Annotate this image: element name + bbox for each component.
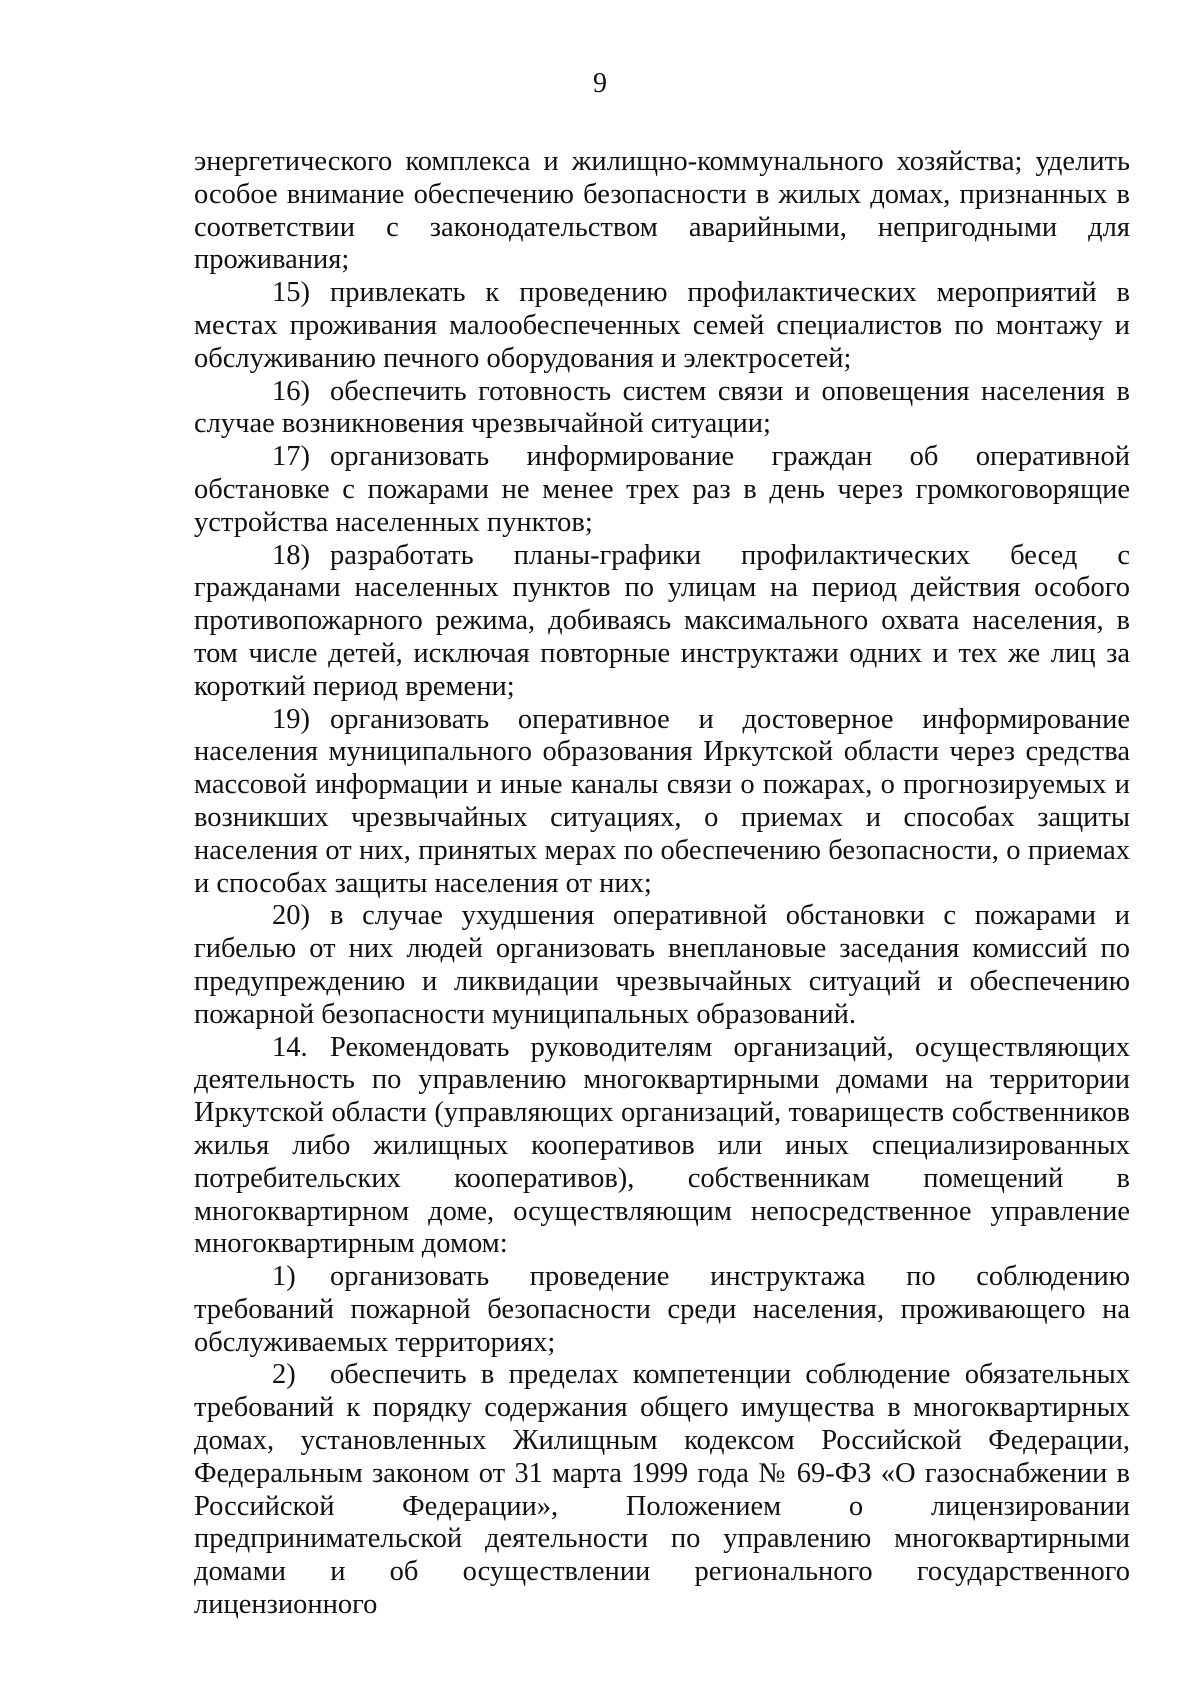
- item-text: организовать проведение инструктажа по соблюдению требований пожарной безопасности среди населения, проживающего на обслуживаемых территориях;: [194, 1261, 1130, 1358]
- list-item-2: [194, 1359, 1130, 1621]
- paragraph-text: энергетического комплекса и жилищно-коммунального хозяйства; уделить особое внимание обеспечению безопасности в жилых домах, признанных в соответствии с законодательством аварийными, непригодными для проживания;: [194, 146, 1130, 276]
- item-number: 15): [272, 277, 310, 309]
- list-item-15: [194, 277, 1130, 375]
- item-number: 19): [272, 703, 310, 735]
- item-text: организовать оперативное и достоверное информирование населения муниципального образования Иркутской области через средства массовой информации и иные каналы связи о пожарах, о прогнозируемых и возникших чрезвычайных ситуациях, о приемах и способах защиты населения от них, принятых мерах по обеспечению безопасности, о приемах и способах защиты населения от них;: [194, 703, 1130, 899]
- list-item-1: [194, 1261, 1130, 1359]
- item-number: 2): [272, 1359, 296, 1391]
- item-text: привлекать к проведению профилактических мероприятий в местах проживания малообеспеченных семей специалистов по монтажу и обслуживанию печного оборудования и электросетей;: [194, 277, 1130, 374]
- list-item-18: [194, 540, 1130, 704]
- item-number: 17): [272, 441, 310, 473]
- list-item-17: [194, 441, 1130, 539]
- item-number: 18): [272, 539, 310, 571]
- item-text: обеспечить готовность систем связи и оповещения населения в случае возникновения чрезвычайной ситуации;: [194, 375, 1130, 440]
- item-text: обеспечить в пределах компетенции соблюдение обязательных требований к порядку содержания общего имущества в многоквартирных домах, установленных Жилищным кодексом Российской Федерации, Федеральным законом от 31 марта 1999 года № 69-ФЗ «О газоснабжении в Российской Федерации», Положением о лицензировании предпринимательской деятельности по управлению многоквартирными домами и об осуществлении регионального государственного лицензионного: [194, 1359, 1130, 1621]
- page-number: 9: [593, 68, 607, 99]
- item-number: 14.: [272, 1031, 308, 1063]
- list-item-20: [194, 900, 1130, 1031]
- paragraph-continuation: [194, 146, 1130, 277]
- item-text: в случае ухудшения оперативной обстановки с пожарами и гибелью от них людей организовать внеплановые заседания комиссий по предупреждению и ликвидации чрезвычайных ситуаций и обеспечению пожарной безопасности муниципальных образований.: [194, 900, 1130, 1030]
- item-text: организовать информирование граждан об оперативной обстановке с пожарами не менее трех раз в день через громкоговорящие устройства населенных пунктов;: [194, 441, 1130, 538]
- item-number: 1): [272, 1261, 296, 1293]
- list-item-19: [194, 704, 1130, 901]
- item-text: разработать планы-графики профилактических бесед с гражданами населенных пунктов по улицам на период действия особого противопожарного режима, добиваясь максимального охвата населения, в том числе детей, исключая повторные инструктажи одних и тех же лиц за короткий период времени;: [194, 539, 1130, 702]
- section-item-14: [194, 1032, 1130, 1262]
- item-text: Рекомендовать руководителям организаций, осуществляющих деятельность по управлению многоквартирными домами на территории Иркутской области (управляющих организаций, товариществ собственников жилья либо жилищных кооперативов или иных специализированных потребительских кооперативов), собственникам помещений в многоквартирном доме, осуществляющим непосредственное управление многоквартирным домом:: [194, 1031, 1130, 1260]
- document-body: [194, 146, 1130, 1622]
- item-number: 16): [272, 375, 310, 407]
- item-number: 20): [272, 900, 310, 932]
- list-item-16: [194, 376, 1130, 442]
